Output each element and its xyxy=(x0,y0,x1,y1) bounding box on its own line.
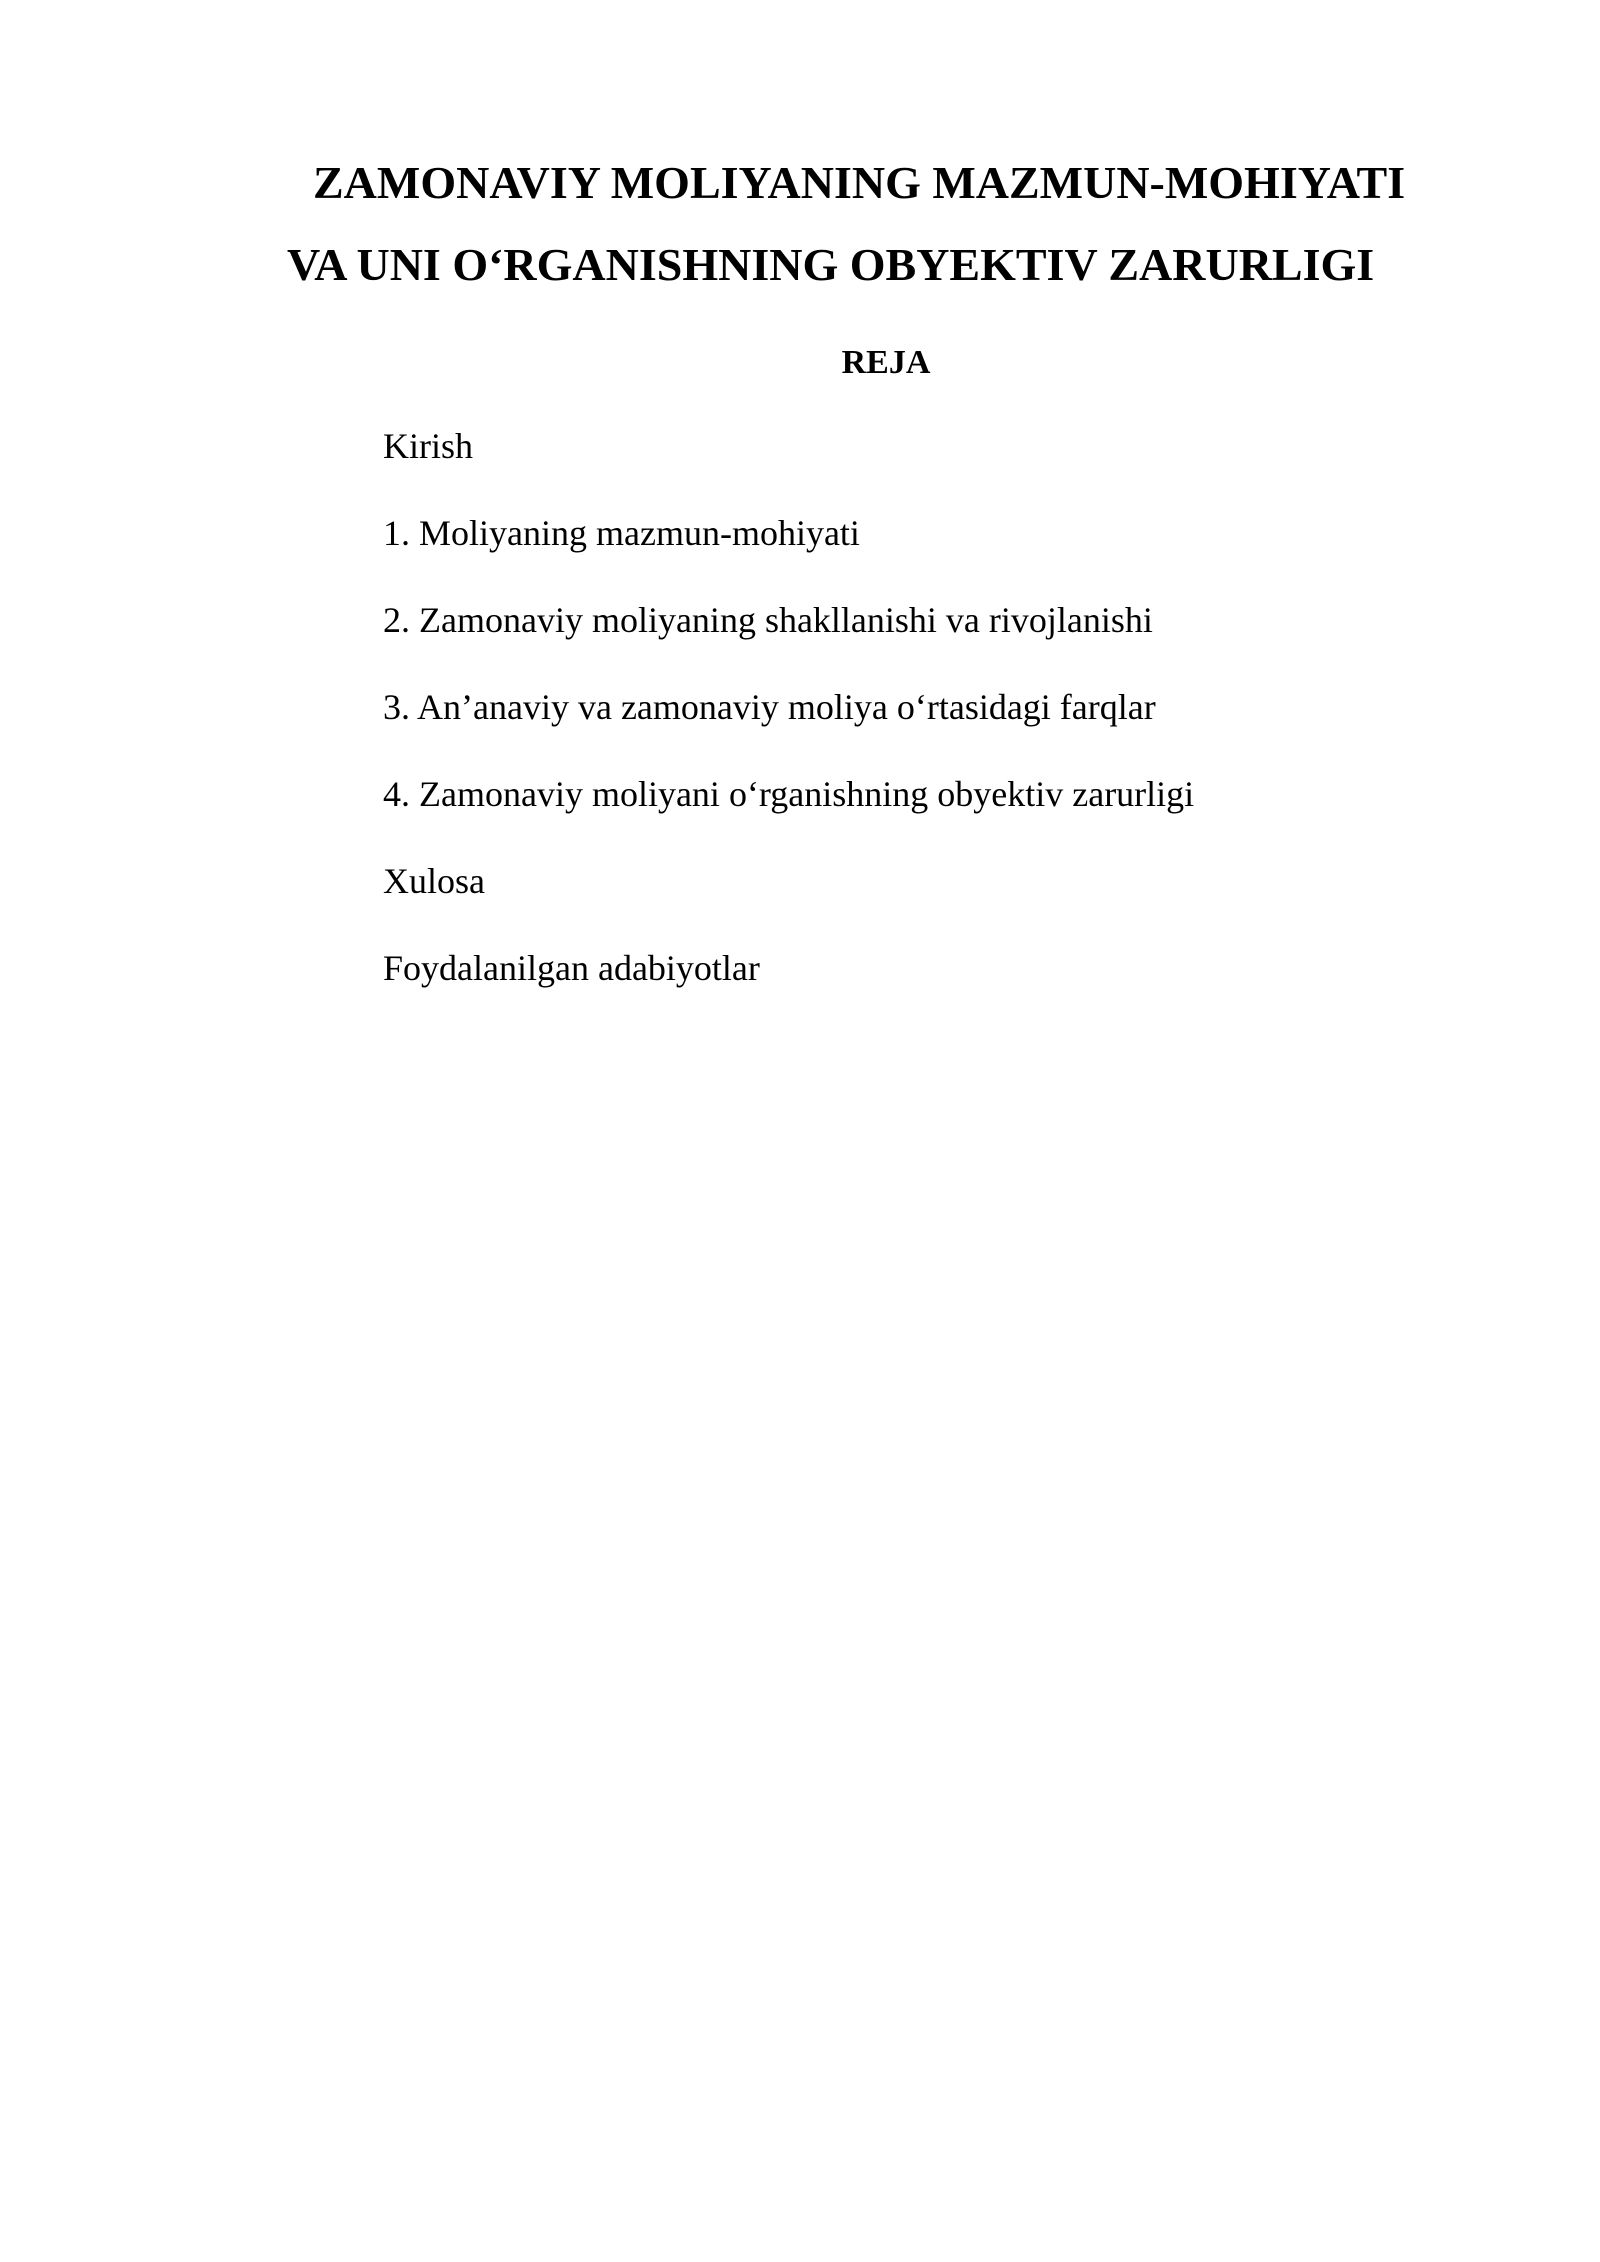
plan-heading: REJA xyxy=(841,344,931,381)
plan-item-1: 1. Moliyaning mazmun-mohiyati xyxy=(383,513,860,553)
plan-item-conclusion: Xulosa xyxy=(383,861,485,901)
document-title-line-1: ZAMONAVIY MOLIYANING MAZMUN-MOHIYATI xyxy=(313,157,1406,208)
plan-item-introduction: Kirish xyxy=(383,426,473,466)
document-title-line-2: VA UNI O‘RGANISHNING OBYEKTIV ZARURLIGI xyxy=(287,239,1375,290)
plan-item-4: 4. Zamonaviy moliyani o‘rganishning obyektiv zarurligi xyxy=(383,774,1195,814)
plan-item-2: 2. Zamonaviy moliyaning shakllanishi va rivojlanishi xyxy=(383,600,1153,640)
plan-item-references: Foydalanilgan adabiyotlar xyxy=(383,948,760,988)
plan-item-3: 3. An’anaviy va zamonaviy moliya o‘rtasidagi farqlar xyxy=(383,687,1156,727)
plan-list xyxy=(383,428,1194,1037)
